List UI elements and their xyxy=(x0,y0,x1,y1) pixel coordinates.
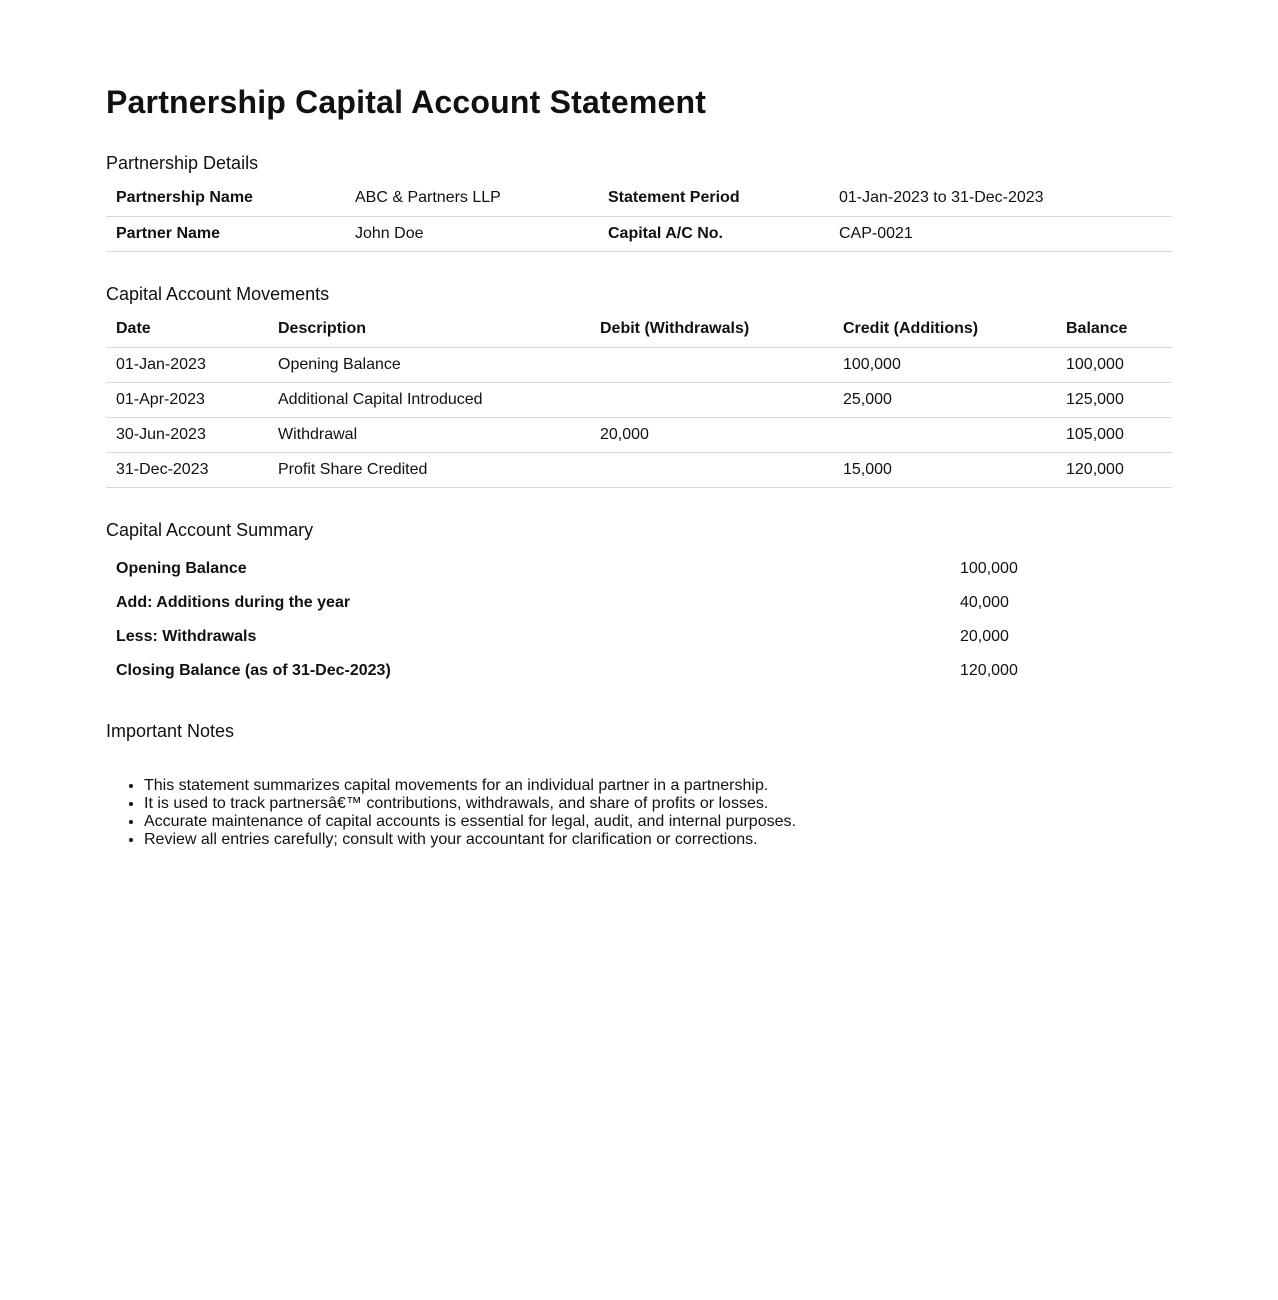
statement-period-label: Statement Period xyxy=(598,181,829,216)
summary-row-withdrawals xyxy=(106,620,1172,654)
partnership-name-value: ABC & Partners LLP xyxy=(345,181,598,216)
cell-balance: 105,000 xyxy=(1056,417,1172,452)
summary-value: 40,000 xyxy=(960,594,1009,611)
list-item: • This statement summarizes capital movements for an individual partner in a partnership. xyxy=(144,777,796,795)
column-header-description: Description xyxy=(268,312,590,347)
cell-debit xyxy=(590,347,833,382)
list-item: • Review all entries carefully; consult with your accountant for clarification or corrections. xyxy=(144,831,796,849)
cell-debit xyxy=(590,382,833,417)
table-row xyxy=(106,347,1172,382)
summary-value: 100,000 xyxy=(960,560,1018,577)
column-header-date: Date xyxy=(106,312,268,347)
movements-header-row xyxy=(106,312,1172,347)
movements-heading: Capital Account Movements xyxy=(106,284,330,304)
movements-table xyxy=(106,312,1172,488)
summary-row-closing xyxy=(106,654,1172,688)
cell-debit: 20,000 xyxy=(590,417,833,452)
details-heading: Partnership Details xyxy=(106,153,259,173)
cell-description: Profit Share Credited xyxy=(268,452,590,487)
cell-date: 30-Jun-2023 xyxy=(106,417,268,452)
details-row-partnership xyxy=(106,181,1172,216)
cell-debit xyxy=(590,452,833,487)
cell-credit: 100,000 xyxy=(833,347,1056,382)
notes-list xyxy=(106,777,796,849)
summary-value: 120,000 xyxy=(960,662,1018,679)
capital-account-number-label: Capital A/C No. xyxy=(598,216,829,251)
cell-date: 01-Apr-2023 xyxy=(106,382,268,417)
summary-label: Opening Balance xyxy=(116,560,247,577)
summary-heading: Capital Account Summary xyxy=(106,520,314,540)
cell-date: 31-Dec-2023 xyxy=(106,452,268,487)
table-row xyxy=(106,382,1172,417)
list-item: • Accurate maintenance of capital accounts is essential for legal, audit, and internal purposes. xyxy=(144,813,796,831)
partner-name-label: Partner Name xyxy=(106,216,345,251)
summary-row-additions xyxy=(106,586,1172,620)
cell-balance: 120,000 xyxy=(1056,452,1172,487)
cell-balance: 125,000 xyxy=(1056,382,1172,417)
cell-date: 01-Jan-2023 xyxy=(106,347,268,382)
cell-description: Withdrawal xyxy=(268,417,590,452)
summary-label: Add: Additions during the year xyxy=(116,594,351,611)
details-table xyxy=(106,181,1172,252)
summary-table xyxy=(106,552,1172,688)
details-row-partner xyxy=(106,216,1172,251)
statement-period-value: 01-Jan-2023 to 31-Dec-2023 xyxy=(829,181,1172,216)
summary-value: 20,000 xyxy=(960,628,1009,645)
cell-credit xyxy=(833,417,1056,452)
column-header-debit: Debit (Withdrawals) xyxy=(590,312,833,347)
cell-balance: 100,000 xyxy=(1056,347,1172,382)
summary-row-opening xyxy=(106,552,1172,586)
list-item: • It is used to track partnersâ€™ contributions, withdrawals, and share of profits or losses. xyxy=(144,795,796,813)
partnership-name-label: Partnership Name xyxy=(106,181,345,216)
summary-label: Less: Withdrawals xyxy=(116,628,257,645)
column-header-credit: Credit (Additions) xyxy=(833,312,1056,347)
page-title: Partnership Capital Account Statement xyxy=(106,84,707,120)
cell-credit: 15,000 xyxy=(833,452,1056,487)
column-header-balance: Balance xyxy=(1056,312,1172,347)
table-row xyxy=(106,452,1172,487)
capital-account-number-value: CAP-0021 xyxy=(829,216,1172,251)
cell-description: Opening Balance xyxy=(268,347,590,382)
cell-credit: 25,000 xyxy=(833,382,1056,417)
partner-name-value: John Doe xyxy=(345,216,598,251)
cell-description: Additional Capital Introduced xyxy=(268,382,590,417)
table-row xyxy=(106,417,1172,452)
summary-label: Closing Balance (as of 31-Dec-2023) xyxy=(116,662,391,679)
notes-heading: Important Notes xyxy=(106,721,235,741)
